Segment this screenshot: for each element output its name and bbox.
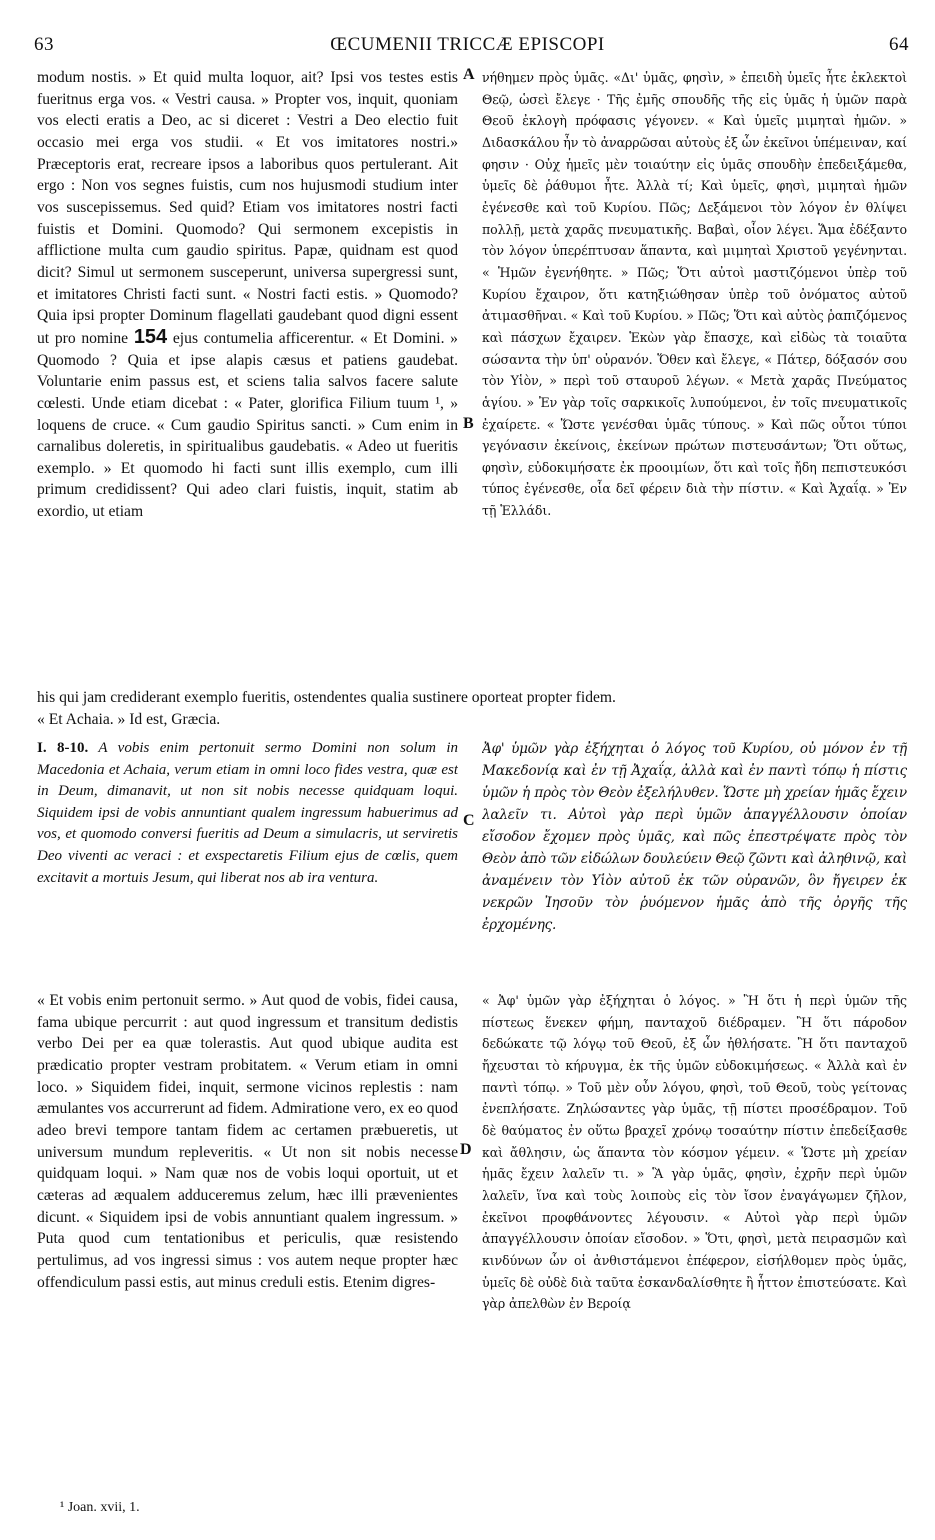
margin-marker-c: C	[463, 812, 475, 829]
latin-scripture	[37, 738, 458, 958]
greek-column-2	[482, 990, 907, 1482]
running-title: ŒCUMENII TRICCÆ EPISCOPI	[330, 34, 605, 55]
greek-text: νήθημεν πρὸς ὑμᾶς. «Δι' ὑμᾶς, φησὶν, » ἐπειδὴ ὑμεῖς ἦτε ἐκλεκτοὶ Θεῷ, ὡσεὶ ἔλεγε · Τῆς ἐμῆς σπουδῆς τῆς εἰς ὑμᾶς ἡ ὑμῶν παρὰ Θεοῦ ἐκλογὴ πρόφασις γέγονεν. « Καὶ ὑμεῖς μιμηταὶ ἡμῶν. » Διδασκάλου ἦν τὸ ἀναρρῶσαι αὐτοὺς ἐξ ὧν ἐκεῖνοι ὑπέμειναν, καί φησιν · Οὐχ ἡμεῖς μὲν τοιαύτην εἰς ὑμᾶς σπουδὴν ἐπεδειξάμεθα, ὑμεῖς δὲ ῥάθυμοι ἦτε. Ἀλλὰ τί; Καὶ ὑμεῖς, φησὶ, μιμηταὶ ἡμῶν ἐγένεσθε καὶ τοῦ Κυρίου. Πῶς; Δεξάμενοι τὸν λόγον ἐν θλίψει πολλῇ, μετὰ χαρᾶς πνευματικῆς. Βαβαὶ, οἷον λέγει. Ἅμα ἐδέξαντο τὸν λόγον ὑπερέπτυσαν ἅπαντα, καὶ μιμηταὶ Χριστοῦ γεγένηνται. « Ἡμῶν ἐγενήθητε. » Πῶς; Ὅτι αὐτοὶ μαστιζόμενοι ὑπὲρ τοῦ Κυρίου ἔχαιρον, ὅτι κατηξιώθησαν ὑπὲρ τοῦ ὀνόματος αὐτοῦ ἀτιμασθῆναι. « Καὶ τοῦ Κυρίου. » Πῶς; Ὅτι καὶ αὐτὸς ῥαπιζόμενος καὶ πάσχων ἔχαιρεν. Ἑκὼν γὰρ ἔπασχε, καὶ εἰδὼς τὰ τοιαῦτα σώσαντα τὴν ὑπ' οὐρανόν. Ὅθεν καὶ ἔλεγε, « Πάτερ, δόξασόν σου τὸν Υἱὸν, » περὶ τοῦ σταυροῦ λέγων. « Μετὰ χαρᾶς Πνεύματος ἁγίου. » Ἐν γὰρ τοῖς σαρκικοῖς λυπούμενοι, ἐν τοῖς πνευματικοῖς ἐχαίρετε. « Ὥστε γενέσθαι ὑμᾶς τύπους. » Καὶ πῶς οὗτοι τύποι γεγόνασιν ἐκείνοις, ἐκείνων πρώτων πιστευσάντων; Ὅτι οὕτως, φησὶν, εὐδοκιμήσατε ἐκ προοιμίων, ὅτι καὶ τοῖς ἤδη πεπιστευκόσι τύπος ἐγένεσθε, οἷα δεῖ φέρειν διὰ τὴν πίστιν. « Καὶ Ἀχαΐᾳ. » Ἐν τῇ Ἑλλάδι.	[482, 70, 907, 519]
footnote: ¹ Joan. xvii, 1.	[60, 1500, 140, 1515]
fullwidth-line: his qui jam crediderant exemplo fueritis, ostendentes qualia sustinere oporteat propter fidem.	[37, 689, 616, 706]
latin-commentary: « Et vobis enim pertonuit sermo. » Aut quod de vobis, fidei causa, fama ubique percurrit : aut quod ingressum et transitum dedistis verbo Dei per ea quæ tolerastis. Aut quod ubique audita est prædicatio propter vestram probitatem. « Verum etiam in omni loco. » Siquidem fidei, inquit, sermone vicinos replestis : nam æmulantes vos accurrerunt ad fidem. Admiratione vero, ex eo quod adeo brevi tempore tantam fidem ac certamen præbueretis, ut universum mundum repleveritis. « Ut non sit nobis necesse quidquam loqui. » Nam quæ nos de vobis loqui oportuit, ut et cæteras ad æqualem adduceremus zelum, hæc illi prævenientes dicunt. « Siquidem ipsi de vobis annuntiant qualem ingressum. » Puta quod cum tentationibus et periculis, quæ resistendo pertulimus, ad vos ingressi simus : vos autem neque propter hæc offendiculum passi estis, aut minus creduli estis. Etenim digres-	[37, 992, 458, 1291]
greek-scripture	[482, 738, 907, 982]
greek-scripture-text: Ἀφ' ὑμῶν γὰρ ἐξήχηται ὁ λόγος τοῦ Κυρίου, οὐ μόνον ἐν τῇ Μακεδονίᾳ καὶ ἐν τῇ Ἀχαΐᾳ, ἀλλὰ καὶ ἐν παντὶ τόπῳ ἡ πίστις ὑμῶν ἡ πρὸς τὸν Θεὸν ἐξελήλυθεν. Ὥστε μὴ χρείαν ἡμᾶς ἔχειν λαλεῖν τι. Αὐτοὶ γὰρ περὶ ὑμῶν ἀπαγγέλλουσιν ὁποίαν εἴσοδον ἔχομεν πρὸς ὑμᾶς, καὶ πῶς ἐπεστρέψατε πρὸς τὸν Θεὸν ἀπὸ τῶν εἰδώλων δουλεύειν Θεῷ ζῶντι καὶ ἀληθινῷ, καὶ ἀναμένειν τὸν Υἱὸν αὐτοῦ ἐκ τῶν οὐρανῶν, ὃν ἤγειρεν ἐκ νεκρῶν Ἰησοῦν τὸν ῥυόμενον ἡμᾶς ἀπὸ τῆς ὀργῆς τῆς ἐρχομένης.	[482, 741, 907, 933]
margin-marker-d: D	[460, 1141, 472, 1158]
page-number-left: 63	[34, 34, 54, 55]
latin-text: modum nostis. » Et quid multa loquor, ait? Ipsi vos testes estis fueritnus erga vos. « Vestri causa. » Propter vos, inquit, quoniam vos electi eratis a Deo, ac si diceret : Vestri a Deo electio fuit occasio mei erga vos studii. « Et vos imitatores nostri.» Præceptoris erat, recreare ipsos a laboribus quos pertulerant. Ait ergo : Non vos segnes fuistis, cum nos hujusmodi studium inter vos suscepissemus. Sed quid? Etiam vos imitatores nostri facti fuistis et Domini. Quomodo? Qui sermonem excepistis in afflictione multa cum gaudio spiritus. Papæ, quidnam est quod dicit? Simul ut sermonem susceperunt, universa supergressi sunt, et imitatores Christi facti sunt. « Nostri facti estis. » Quomodo? Quia ipsi propter Dominum flagellati gaudebant quod digni essent ut pro nomine	[37, 69, 458, 347]
running-header	[0, 34, 935, 64]
verse-reference: I. 8-10.	[37, 740, 89, 756]
page-number-right: 64	[889, 34, 909, 55]
latin-text-continued: ejus contumelia afficerentur. « Et Domini. » Quomodo ? Quia et ipse alapis cæsus et patiens gaudebat. Voluntarie enim passus est, et sciens talia salvos facere salute cœlesti. Unde etiam dicebat : « Pater, glorifica Filium tuum ¹, » loquens de cruce. « Cum gaudio Spiritus sancti. » Cum enim in carnalibus doleretis, in spiritualibus gaudebatis. « Adeo ut fueritis exemplo. » Et quomodo hi facti sunt illis exemplo, cum illi primum credidissent? Qui adeo clari fuistis, inquit, statim ab exordio, ut etiam	[37, 329, 458, 521]
margin-marker-a: A	[463, 66, 475, 83]
achaia-line: « Et Achaia. » Id est, Græcia.	[37, 711, 221, 728]
greek-column-1	[482, 67, 907, 676]
latin-column-2	[37, 990, 458, 1482]
latin-column-1	[37, 67, 458, 676]
greek-commentary: « Ἀφ' ὑμῶν γὰρ ἐξήχηται ὁ λόγος. » Ἢ ὅτι ἡ περὶ ὑμῶν τῆς πίστεως ἕνεκεν φήμη, πανταχοῦ διέδραμεν. Ἢ ὅτι πάροδον δεδώκατε τῷ λόγῳ τοῦ Θεοῦ, ἐξ ὧν ἠθλήσατε. Ἢ ὅτι πανταχοῦ ἤχευσται τὸ κήρυγμα, ἐκ τῆς ὑμῶν εὐδοκιμήσεως. « Ἀλλὰ καὶ ἐν παντὶ τόπῳ. » Τοῦ μὲν οὖν λόγου, φησὶ, τοῦ Θεοῦ, τοὺς γείτονας ἐνεπλήσατε. Ζηλώσαντες γὰρ ὑμᾶς, τῇ πίστει προσέδραμον. Τοῦ δὲ θαύματος ἐν οὕτω βραχεῖ χρόνῳ τοσαύτην πίστιν ἐπεδείξασθε καὶ ἄθλησιν, ὡς ἅπαντα τὸν κόσμον γέμειν. « Ὥστε μὴ χρείαν ἡμᾶς ἔχειν λαλεῖν τι. » Ἃ γὰρ ὑμᾶς, φησὶν, ἐχρῆν περὶ ὑμῶν λαλεῖν, ἵνα καὶ τοὺς λοιποὺς εἰς τὸν ἴσον ἐναγάγωμεν ζῆλον, ἐκεῖνοι προφθάνοντες λέγουσιν. « Αὐτοὶ γὰρ περὶ ὑμῶν ἀπαγγέλλουσιν ὁποίαν εἴσοδον. » Ὅτι, φησὶ, μετὰ πειρασμῶν καὶ κινδύνων ὧν οἱ ἀνθιστάμενοι ἐπέφερον, εἰσήλθομεν πρὸς ὑμᾶς, ὑμεῖς δὲ οὐδὲ διὰ ταῦτα ἐσκανδαλίσθητε ἢ ἧττον ἐπιστεύσατε. Καὶ γὰρ ἀπελθὼν ἐν Βεροίᾳ	[482, 993, 907, 1312]
latin-scripture-text: A vobis enim pertonuit sermo Domini non solum in Macedonia et Achaia, verum etiam in omni loco fides vestra, quæ est in Deum, dimanavit, ut non sit nobis necesse quidquam loqui. Siquidem ipsi de vobis annuntiant qualem ingressum habuerimus ad vos, et quomodo conversi fueritis ad Deum a simulacris, ut serviretis Deo viventi ac veraci : et exspectaretis Filium ejus de cœlis, quem excitavit a mortuis Jesum, qui liberat nos ab ira ventura.	[37, 740, 458, 886]
column-number: 154	[133, 325, 168, 348]
margin-marker-b: B	[463, 415, 474, 432]
